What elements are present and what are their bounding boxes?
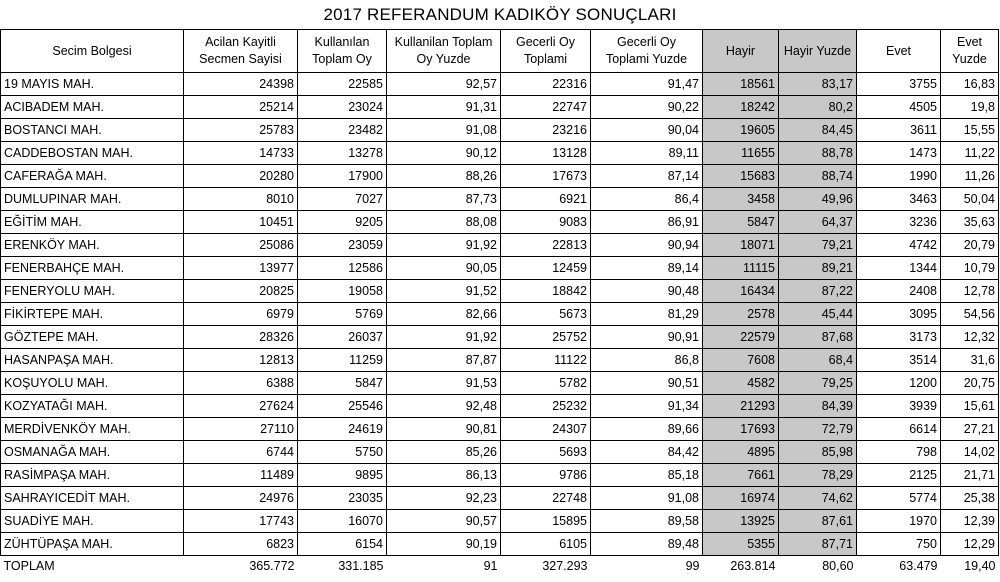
table-cell: 15,61	[941, 395, 999, 418]
total-cell: 91	[483, 559, 498, 573]
table-body	[1, 73, 999, 577]
table-cell: 49,96	[779, 188, 857, 211]
table-cell: 79,21	[779, 234, 857, 257]
table-cell: 11259	[298, 349, 387, 372]
district-name-cell: BOSTANCI MAH.	[1, 119, 184, 142]
table-cell: 85,26	[387, 441, 501, 464]
table-cell: 23059	[298, 234, 387, 257]
table-cell: 23035	[298, 487, 387, 510]
table-row	[1, 533, 999, 556]
table-cell: 11122	[501, 349, 591, 372]
column-header: Kullanılan Toplam Oy	[298, 30, 387, 73]
table-cell: 81,29	[591, 303, 703, 326]
district-name-cell: GÖZTEPE MAH.	[1, 326, 184, 349]
table-cell: 90,48	[591, 280, 703, 303]
table-cell: 3463	[857, 188, 941, 211]
table-cell: 4742	[857, 234, 941, 257]
table-cell: 4505	[857, 96, 941, 119]
table-cell: 85,98	[779, 441, 857, 464]
table-row	[1, 211, 999, 234]
table-cell: 4582	[703, 372, 779, 395]
table-cell: 25086	[184, 234, 298, 257]
table-row	[1, 510, 999, 533]
table-cell: 23216	[501, 119, 591, 142]
column-header: Evet Yuzde	[941, 30, 999, 73]
table-cell: 7027	[298, 188, 387, 211]
table-cell: 6744	[184, 441, 298, 464]
column-header: Hayir Yuzde	[779, 30, 857, 73]
table-cell: 25,38	[941, 487, 999, 510]
table-cell: 86,91	[591, 211, 703, 234]
table-cell: 1344	[857, 257, 941, 280]
table-cell: 16434	[703, 280, 779, 303]
table-cell: 3939	[857, 395, 941, 418]
table-cell: 26037	[298, 326, 387, 349]
table-cell: 20825	[184, 280, 298, 303]
table-cell: 1970	[857, 510, 941, 533]
table-cell: 11,22	[941, 142, 999, 165]
table-row	[1, 464, 999, 487]
table-cell: 19058	[298, 280, 387, 303]
table-cell: 10451	[184, 211, 298, 234]
district-name-cell: ACIBADEM MAH.	[1, 96, 184, 119]
table-cell: 89,11	[591, 142, 703, 165]
table-cell: 13977	[184, 257, 298, 280]
table-cell: 14733	[184, 142, 298, 165]
table-cell: 12,39	[941, 510, 999, 533]
table-cell: 87,61	[779, 510, 857, 533]
table-cell: 5750	[298, 441, 387, 464]
table-cell: 6388	[184, 372, 298, 395]
table-cell: 15683	[703, 165, 779, 188]
district-name-cell: ERENKÖY MAH.	[1, 234, 184, 257]
table-cell: 91,47	[591, 73, 703, 96]
table-row	[1, 96, 999, 119]
table-cell: 20,75	[941, 372, 999, 395]
table-cell: 25752	[501, 326, 591, 349]
table-cell: 2125	[857, 464, 941, 487]
table-cell: 16070	[298, 510, 387, 533]
table-cell: 91,53	[387, 372, 501, 395]
table-cell: 3755	[857, 73, 941, 96]
table-cell: 90,19	[387, 533, 501, 556]
table-cell: 12586	[298, 257, 387, 280]
table-cell: 9083	[501, 211, 591, 234]
table-cell: 85,18	[591, 464, 703, 487]
table-cell: 3458	[703, 188, 779, 211]
total-label: TOPLAM	[3, 559, 55, 573]
district-name-cell: OSMANAĞA MAH.	[1, 441, 184, 464]
column-header: Secim Bolgesi	[1, 30, 184, 73]
table-cell: 78,29	[779, 464, 857, 487]
table-cell: 16974	[703, 487, 779, 510]
table-cell: 22747	[501, 96, 591, 119]
district-name-cell: MERDİVENKÖY MAH.	[1, 418, 184, 441]
table-cell: 7608	[703, 349, 779, 372]
district-name-cell: FİKİRTEPE MAH.	[1, 303, 184, 326]
total-cell: 99	[685, 559, 700, 573]
table-cell: 12,32	[941, 326, 999, 349]
table-cell: 25214	[184, 96, 298, 119]
total-cell: 63.479	[899, 559, 938, 573]
table-cell: 89,21	[779, 257, 857, 280]
table-cell: 1200	[857, 372, 941, 395]
table-cell: 6823	[184, 533, 298, 556]
table-cell: 18842	[501, 280, 591, 303]
table-cell: 91,34	[591, 395, 703, 418]
table-cell: 17743	[184, 510, 298, 533]
table-cell: 88,26	[387, 165, 501, 188]
table-cell: 45,44	[779, 303, 857, 326]
table-cell: 2578	[703, 303, 779, 326]
table-cell: 3095	[857, 303, 941, 326]
table-cell: 91,52	[387, 280, 501, 303]
table-cell: 25783	[184, 119, 298, 142]
table-row	[1, 73, 999, 96]
table-cell: 31,6	[941, 349, 999, 372]
table-cell: 90,22	[591, 96, 703, 119]
table-cell: 5774	[857, 487, 941, 510]
table-cell: 92,57	[387, 73, 501, 96]
results-table	[0, 29, 999, 576]
district-name-cell: CAFERAĞA MAH.	[1, 165, 184, 188]
table-cell: 12,78	[941, 280, 999, 303]
table-cell: 22579	[703, 326, 779, 349]
table-cell: 5847	[298, 372, 387, 395]
table-cell: 3611	[857, 119, 941, 142]
district-name-cell: RASİMPAŞA MAH.	[1, 464, 184, 487]
table-cell: 9895	[298, 464, 387, 487]
table-cell: 6614	[857, 418, 941, 441]
table-cell: 15,55	[941, 119, 999, 142]
table-cell: 22316	[501, 73, 591, 96]
table-cell: 24976	[184, 487, 298, 510]
table-cell: 23024	[298, 96, 387, 119]
table-cell: 89,58	[591, 510, 703, 533]
table-cell: 6154	[298, 533, 387, 556]
table-cell: 20,79	[941, 234, 999, 257]
table-cell: 87,22	[779, 280, 857, 303]
table-row	[1, 303, 999, 326]
table-cell: 11655	[703, 142, 779, 165]
table-cell: 24398	[184, 73, 298, 96]
table-cell: 22813	[501, 234, 591, 257]
table-row	[1, 188, 999, 211]
table-row	[1, 234, 999, 257]
table-cell: 1990	[857, 165, 941, 188]
table-cell: 798	[857, 441, 941, 464]
table-cell: 54,56	[941, 303, 999, 326]
table-cell: 27,21	[941, 418, 999, 441]
table-cell: 12,29	[941, 533, 999, 556]
column-header: Gecerli Oy Toplami Yuzde	[591, 30, 703, 73]
district-name-cell: SAHRAYICEDİT MAH.	[1, 487, 184, 510]
table-cell: 24307	[501, 418, 591, 441]
table-cell: 3173	[857, 326, 941, 349]
table-cell: 74,62	[779, 487, 857, 510]
table-cell: 11115	[703, 257, 779, 280]
table-cell: 86,4	[591, 188, 703, 211]
table-cell: 91,08	[591, 487, 703, 510]
table-row	[1, 487, 999, 510]
table-cell: 20280	[184, 165, 298, 188]
table-cell: 1473	[857, 142, 941, 165]
table-cell: 19605	[703, 119, 779, 142]
table-cell: 25546	[298, 395, 387, 418]
district-name-cell: FENERYOLU MAH.	[1, 280, 184, 303]
column-header: Acilan Kayitli Secmen Sayisi	[184, 30, 298, 73]
table-cell: 90,91	[591, 326, 703, 349]
total-cell: 327.293	[542, 559, 588, 573]
table-cell: 18561	[703, 73, 779, 96]
table-cell: 17900	[298, 165, 387, 188]
table-cell: 86,8	[591, 349, 703, 372]
table-cell: 15895	[501, 510, 591, 533]
table-cell: 6979	[184, 303, 298, 326]
table-cell: 6921	[501, 188, 591, 211]
table-cell: 90,94	[591, 234, 703, 257]
table-cell: 8010	[184, 188, 298, 211]
table-cell: 18071	[703, 234, 779, 257]
column-header: Gecerli Oy Toplami	[501, 30, 591, 73]
table-cell: 90,05	[387, 257, 501, 280]
table-cell: 91,92	[387, 234, 501, 257]
table-cell: 90,51	[591, 372, 703, 395]
table-cell: 90,57	[387, 510, 501, 533]
table-cell: 14,02	[941, 441, 999, 464]
district-name-cell: KOZYATAĞI MAH.	[1, 395, 184, 418]
table-cell: 9786	[501, 464, 591, 487]
table-cell: 5782	[501, 372, 591, 395]
total-row	[1, 556, 999, 577]
table-cell: 80,2	[779, 96, 857, 119]
district-name-cell: HASANPAŞA MAH.	[1, 349, 184, 372]
table-row	[1, 165, 999, 188]
table-cell: 19,8	[941, 96, 999, 119]
table-cell: 27110	[184, 418, 298, 441]
table-cell: 35,63	[941, 211, 999, 234]
table-cell: 6105	[501, 533, 591, 556]
table-cell: 92,48	[387, 395, 501, 418]
table-cell: 82,66	[387, 303, 501, 326]
page-title: 2017 REFERANDUM KADIKÖY SONUÇLARI	[323, 5, 677, 24]
table-row	[1, 349, 999, 372]
table-cell: 2408	[857, 280, 941, 303]
table-cell: 88,08	[387, 211, 501, 234]
table-row	[1, 372, 999, 395]
district-name-cell: ZÜHTÜPAŞA MAH.	[1, 533, 184, 556]
total-cell: 263.814	[730, 559, 776, 573]
table-cell: 12813	[184, 349, 298, 372]
table-row	[1, 395, 999, 418]
table-cell: 88,74	[779, 165, 857, 188]
table-cell: 64,37	[779, 211, 857, 234]
table-cell: 22585	[298, 73, 387, 96]
table-cell: 3236	[857, 211, 941, 234]
table-cell: 90,81	[387, 418, 501, 441]
table-cell: 5673	[501, 303, 591, 326]
table-cell: 68,4	[779, 349, 857, 372]
table-cell: 27624	[184, 395, 298, 418]
column-header: Evet	[857, 30, 941, 73]
district-name-cell: SUADİYE MAH.	[1, 510, 184, 533]
total-cell: 331.185	[338, 559, 384, 573]
table-cell: 7661	[703, 464, 779, 487]
table-cell: 84,39	[779, 395, 857, 418]
table-cell: 21,71	[941, 464, 999, 487]
total-cell: 19,40	[964, 559, 996, 573]
table-cell: 10,79	[941, 257, 999, 280]
table-cell: 18242	[703, 96, 779, 119]
table-cell: 91,08	[387, 119, 501, 142]
table-row	[1, 257, 999, 280]
table-cell: 91,92	[387, 326, 501, 349]
table-cell: 23482	[298, 119, 387, 142]
table-cell: 17693	[703, 418, 779, 441]
table-cell: 21293	[703, 395, 779, 418]
table-cell: 11,26	[941, 165, 999, 188]
table-cell: 5847	[703, 211, 779, 234]
district-name-cell: 19 MAYIS MAH.	[1, 73, 184, 96]
total-cell: 365.772	[249, 559, 295, 573]
table-cell: 87,73	[387, 188, 501, 211]
table-cell: 84,45	[779, 119, 857, 142]
table-cell: 89,48	[591, 533, 703, 556]
district-name-cell: DUMLUPINAR MAH.	[1, 188, 184, 211]
table-row	[1, 326, 999, 349]
district-name-cell: KOŞUYOLU MAH.	[1, 372, 184, 395]
district-name-cell: CADDEBOSTAN MAH.	[1, 142, 184, 165]
table-row	[1, 142, 999, 165]
table-cell: 13128	[501, 142, 591, 165]
table-row	[1, 119, 999, 142]
header-row	[1, 30, 999, 73]
district-name-cell: EĞİTİM MAH.	[1, 211, 184, 234]
table-cell: 13278	[298, 142, 387, 165]
table-cell: 92,23	[387, 487, 501, 510]
table-cell: 9205	[298, 211, 387, 234]
table-cell: 16,83	[941, 73, 999, 96]
table-row	[1, 441, 999, 464]
table-cell: 50,04	[941, 188, 999, 211]
table-cell: 90,12	[387, 142, 501, 165]
table-cell: 17673	[501, 165, 591, 188]
table-cell: 84,42	[591, 441, 703, 464]
table-cell: 91,31	[387, 96, 501, 119]
table-cell: 4895	[703, 441, 779, 464]
table-cell: 22748	[501, 487, 591, 510]
total-cell: 80,60	[822, 559, 854, 573]
table-cell: 72,79	[779, 418, 857, 441]
table-cell: 89,14	[591, 257, 703, 280]
table-cell: 87,87	[387, 349, 501, 372]
district-name-cell: FENERBAHÇE MAH.	[1, 257, 184, 280]
table-row	[1, 280, 999, 303]
table-cell: 28326	[184, 326, 298, 349]
table-cell: 83,17	[779, 73, 857, 96]
table-cell: 24619	[298, 418, 387, 441]
table-cell: 88,78	[779, 142, 857, 165]
table-cell: 12459	[501, 257, 591, 280]
table-cell: 87,71	[779, 533, 857, 556]
table-cell: 5693	[501, 441, 591, 464]
column-header: Kullanilan Toplam Oy Yuzde	[387, 30, 501, 73]
table-cell: 750	[857, 533, 941, 556]
table-cell: 11489	[184, 464, 298, 487]
column-header: Hayir	[703, 30, 779, 73]
table-cell: 5769	[298, 303, 387, 326]
table-cell: 90,04	[591, 119, 703, 142]
table-cell: 79,25	[779, 372, 857, 395]
table-row	[1, 418, 999, 441]
table-cell: 13925	[703, 510, 779, 533]
table-cell: 25232	[501, 395, 591, 418]
table-cell: 89,66	[591, 418, 703, 441]
table-cell: 5355	[703, 533, 779, 556]
table-cell: 86,13	[387, 464, 501, 487]
table-cell: 87,68	[779, 326, 857, 349]
table-cell: 87,14	[591, 165, 703, 188]
table-cell: 3514	[857, 349, 941, 372]
